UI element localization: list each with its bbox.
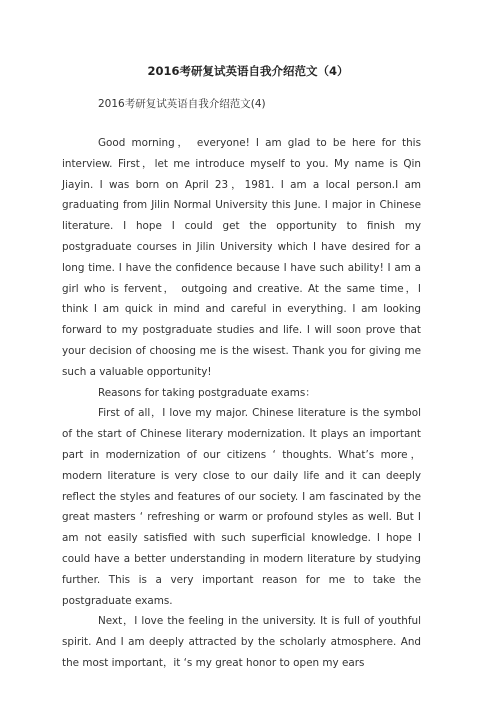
paragraph-reasons-heading: Reasons for taking postgraduate exams： [98, 386, 316, 399]
paragraph-first-reason: First of all，I love my major. Chinese literature is the symbol of the start of Chinese literary modernization. It plays an important part in modernization of our citizens ‘ thoughts. What’s more，modern literature is very close to our daily life and it can deeply reflect the styles and features of our society. I am fascinated by the great masters ‘ refreshing or warm or profound styles as well. But I am not easily satisfied with such superficial knowledge. I hope I could have a better understanding in modern literature by studying further. This is a very important reason for me to take the postgraduate exams. [62, 407, 421, 607]
document-title: 2016考研复试英语自我介绍范文（4） [147, 64, 349, 78]
document-body [62, 133, 421, 674]
paragraph-introduction: Good morning， everyone! I am glad to be here for this interview. First，let me introduce myself to you. My name is Qin Jiayin. I was born on April 23，1981. I am a local person.I am graduating from Jilin Normal University this June. I major in Chinese literature. I hope I could get the opportunity to finish my postgraduate courses in Jilin University which I have desired for a long time. I have the confidence because I have such ability! I am a girl who is fervent， outgoing and creative. At the same time，I think I am quick in mind and careful in everything. I am looking forward to my postgraduate studies and life. I will soon prove that your decision of choosing me is the wisest. Thank you for giving me such a valuable opportunity! [62, 137, 421, 378]
document-subtitle: 2016考研复试英语自我介绍范文(4) [98, 98, 266, 110]
paragraph-second-reason: Next，I love the feeling in the university. It is full of youthful spirit. And I am deeply attracted by the scholarly atmosphere. And the most important，it ‘s my great honor to open my ears [62, 615, 421, 669]
